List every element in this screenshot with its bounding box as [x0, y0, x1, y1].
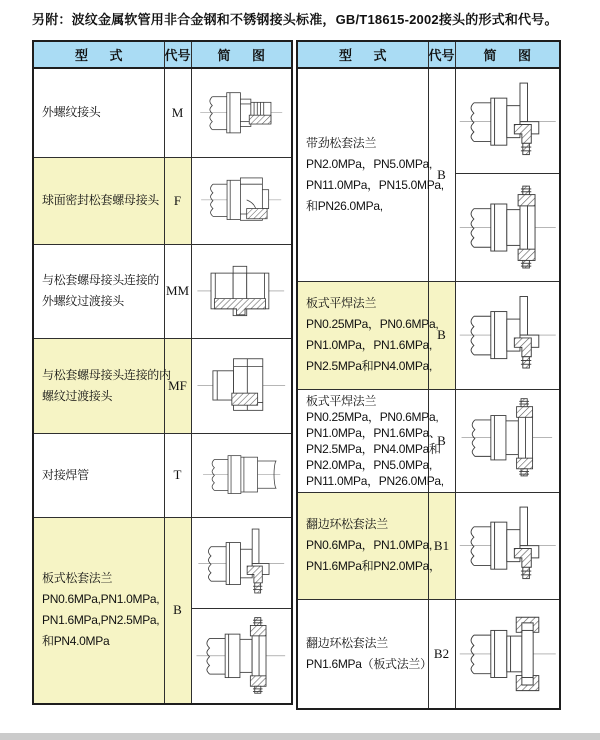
- diagram-cell: [455, 389, 560, 492]
- page-title: 另附：波纹金属软管用非合金钢和不锈钢接头标准，GB/T18615-2002接头的形式和代号。: [32, 12, 558, 27]
- fitting-type-line: 板式平焊法兰: [306, 393, 377, 408]
- fitting-type-cell: [33, 338, 171, 433]
- fitting-type-line: 翻边环松套法兰: [306, 635, 388, 650]
- fitting-type-line: PN1.0MPa，PN1.6MPa、: [306, 425, 441, 440]
- fitting-type-cell: [33, 68, 164, 157]
- fitting-type-line: 螺纹过渡接头: [42, 388, 113, 403]
- fitting-type-cell: [297, 492, 441, 599]
- diagram-cell: [455, 68, 560, 281]
- diagram-cell: [191, 433, 292, 517]
- fitting-type-cell: [297, 68, 444, 281]
- diagram-cell: [455, 599, 560, 709]
- header-row: [33, 41, 292, 68]
- column-header-code: 代号: [428, 41, 455, 68]
- fitting-type-cell: [297, 281, 439, 389]
- fitting-type-line: PN11.0MPa，PN26.0MPa,: [306, 473, 444, 488]
- table-row: [297, 599, 560, 709]
- flange-bolted-diagram: [192, 608, 292, 702]
- fitting-type-cell: [297, 389, 444, 492]
- spherical-seal-nut-joint-diagram: [192, 158, 292, 242]
- butt-weld-pipe-diagram: [192, 434, 292, 515]
- fitting-type-line: 与松套螺母接头连接的内: [42, 367, 171, 382]
- diagram-cell: [191, 517, 292, 704]
- flange-bolted-diagram: [456, 390, 560, 485]
- diagram-cell: [191, 68, 292, 157]
- flange-bolted-diagram: [456, 173, 560, 280]
- diagram-cell: [455, 281, 560, 389]
- fitting-type-line: PN2.0MPa，PN5.0MPa,: [306, 156, 432, 171]
- fitting-type-line: PN2.5MPa，PN4.0MPa和: [306, 441, 441, 456]
- table-row: [297, 281, 560, 389]
- fittings-table-right: [296, 40, 561, 710]
- header-row: [297, 41, 560, 68]
- fitting-code: B: [428, 68, 455, 281]
- fitting-type-line: PN0.25MPa，PN0.6MPa,: [306, 317, 439, 331]
- fitting-type-line: 和PN26.0MPa,: [306, 198, 383, 213]
- fitting-type-cell: [33, 517, 164, 704]
- fitting-type-line: PN2.0MPa，PN5.0MPa,: [306, 457, 432, 472]
- table-row: [33, 157, 292, 244]
- fitting-type-line: 和PN4.0MPa: [42, 634, 110, 649]
- fitting-type-line: PN0.6MPa,PN1.0MPa,: [42, 592, 160, 607]
- fitting-code: MM: [164, 244, 191, 338]
- fitting-code: B: [164, 517, 191, 704]
- fitting-type-line: PN0.6MPa，PN1.0MPa,: [306, 538, 432, 552]
- fitting-type-cell: [33, 433, 164, 517]
- flange-plate-up-diagram: [456, 282, 560, 387]
- column-header-diagram: 简 图: [191, 41, 292, 68]
- table-row: [33, 68, 292, 157]
- fitting-type-line: 板式平焊法兰: [306, 296, 377, 310]
- fitting-type-line: PN1.0MPa，PN1.6MPa,: [306, 338, 432, 352]
- fitting-code: T: [164, 433, 191, 517]
- fitting-type-cell: [33, 157, 164, 244]
- fitting-type-line: PN1.6MPa（板式法兰）: [306, 656, 432, 671]
- fitting-type-line: 翻边环松套法兰: [306, 517, 388, 531]
- fitting-type-line: 板式松套法兰: [42, 571, 113, 586]
- table-row: [297, 389, 560, 492]
- fitting-code: F: [164, 157, 191, 244]
- fitting-code: B: [428, 389, 455, 492]
- fitting-type-line: 对接焊管: [42, 467, 89, 482]
- flange-plate-up-diagram: [192, 518, 292, 608]
- diagram-cell: [455, 492, 560, 599]
- diagram-cell: [191, 157, 292, 244]
- table-row: [33, 433, 292, 517]
- male-thread-joint-diagram: [192, 69, 292, 155]
- table-row: [297, 68, 560, 281]
- fitting-type-line: PN1.6MPa和PN2.0MPa，: [306, 559, 441, 573]
- fitting-code: B: [428, 281, 455, 389]
- diagram-cell: [191, 338, 292, 433]
- flange-plate-up-diagram: [456, 493, 560, 597]
- column-header-code: 代号: [164, 41, 191, 68]
- table-row: [33, 517, 292, 704]
- fitting-type-line: 外螺纹过渡接头: [42, 294, 124, 308]
- fitting-type-line: 外螺纹接头: [42, 105, 101, 120]
- fitting-type-line: 带劲松套法兰: [306, 135, 377, 150]
- fitting-type-line: PN0.25MPa，PN0.6MPa,: [306, 409, 439, 424]
- fittings-table-left: [32, 40, 293, 705]
- fitting-type-line: 与松套螺母接头连接的: [42, 273, 160, 287]
- fitting-type-line: PN1.6MPa,PN2.5MPa,: [42, 613, 160, 628]
- nipple-adapter-diagram: [192, 245, 292, 336]
- column-header-diagram: 简 图: [455, 41, 560, 68]
- flange-plate-up-diagram: [456, 69, 560, 173]
- fitting-code: M: [164, 68, 191, 157]
- fitting-type-line: PN11.0MPa，PN15.0MPa,: [306, 177, 444, 192]
- column-header-type: 型 式: [33, 41, 164, 68]
- table-row: [297, 492, 560, 599]
- fitting-type-line: PN2.5MPa和PN4.0MPa,: [306, 359, 432, 373]
- fitting-code: B2: [428, 599, 455, 709]
- fitting-type-cell: [33, 244, 164, 338]
- diagram-cell: [191, 244, 292, 338]
- table-row: [33, 338, 292, 433]
- fitting-code: B1: [428, 492, 455, 599]
- flange-ring-diagram: [456, 600, 560, 707]
- column-header-type: 型 式: [297, 41, 428, 68]
- fitting-code: MF: [164, 338, 191, 433]
- page-bottom-edge: [0, 733, 600, 740]
- table-row: [33, 244, 292, 338]
- fitting-type-cell: [297, 599, 432, 709]
- female-nut-adapter-diagram: [192, 339, 292, 431]
- fitting-type-line: 球面密封松套螺母接头: [42, 193, 160, 207]
